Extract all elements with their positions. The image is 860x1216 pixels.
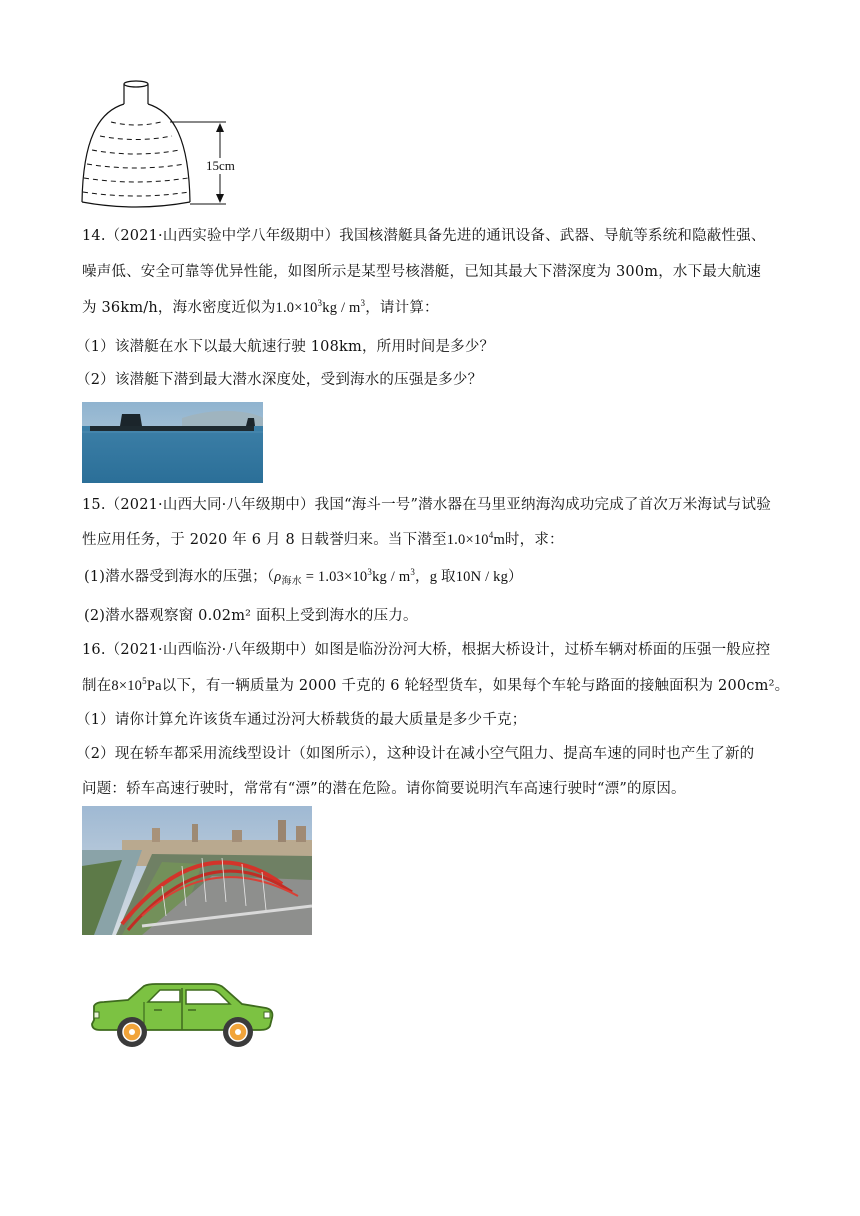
depth-label: 15cm bbox=[206, 158, 235, 173]
q14-sub2: （2）该潜艇下潜到最大潜水深度处，受到海水的压强是多少？ bbox=[76, 372, 483, 388]
vessel-figure bbox=[78, 80, 253, 210]
q15-line1: 15.（2021·山西大同·八年级期中）我国“海斗一号”潜水器在马里亚纳海沟成功完成了首次万米海试与试验 bbox=[82, 497, 771, 513]
q15-line2: 性应用任务，于 2020 年 6 月 8 日载誉归来。当下潜至$1.0\times 10^4m$时，求： bbox=[82, 530, 564, 548]
q16-line2: 制在$8\times 10^5Pa$以下，有一辆质量为 2000 千克的 6 轮轻型货车，如果每个车轮与路面的接触面积为 200cm²。 bbox=[82, 676, 790, 694]
q14-line2: 噪声低、安全可靠等优异性能，如图所示是某型号核潜艇，已知其最大下潜深度为 300m，水下最大航速 bbox=[82, 264, 762, 280]
q15-sub1: (1)潜水器受到海水的压强；（$\rho_{海水} = 1.03\times 10^3kg / m^3$，g 取10N / kg） bbox=[84, 567, 523, 587]
depth-value: $1.0\times 10^4m$ bbox=[446, 530, 505, 548]
q16-line1: 16.（2021·山西临汾·八年级期中）如图是临汾汾河大桥，根据大桥设计，过桥车辆对桥面的压强一般应控 bbox=[82, 642, 771, 658]
density-value: $1.0\times 10^3kg / m^3$ bbox=[275, 298, 366, 316]
q14-line3: 为 36km/h，海水密度近似为$1.0\times 10^3kg / m^3$，请计算： bbox=[82, 298, 439, 316]
q16-sub1: （1）请你计算允许该货车通过汾河大桥载货的最大质量是多少千克； bbox=[76, 712, 527, 728]
q16-sub2: （2）现在轿车都采用流线型设计（如图所示），这种设计在减小空气阻力、提高车速的同时也产生了新的 bbox=[76, 746, 755, 762]
q15-sub2: (2)潜水器观察窗 0.02m² 面积上受到海水的压力。 bbox=[84, 608, 418, 624]
bridge-photo bbox=[82, 806, 312, 935]
submarine-photo bbox=[82, 402, 263, 483]
q16-sub2-cont: 问题：轿车高速行驶时，常常有“漂”的潜在危险。请你简要说明汽车高速行驶时“漂”的原因。 bbox=[82, 781, 686, 797]
car-illustration bbox=[84, 980, 276, 1052]
pressure-limit: $8\times 10^5Pa$ bbox=[111, 676, 162, 694]
q14-line1: 14.（2021·山西实验中学八年级期中）我国核潜艇具备先进的通讯设备、武器、导航等系统和隐蔽性强、 bbox=[82, 228, 766, 244]
seawater-density-formula: $\rho_{海水} = 1.03\times 10^3kg / m^3$ bbox=[274, 567, 416, 587]
q14-sub1: （1）该潜艇在水下以最大航速行驶 108km，所用时间是多少？ bbox=[76, 339, 495, 355]
